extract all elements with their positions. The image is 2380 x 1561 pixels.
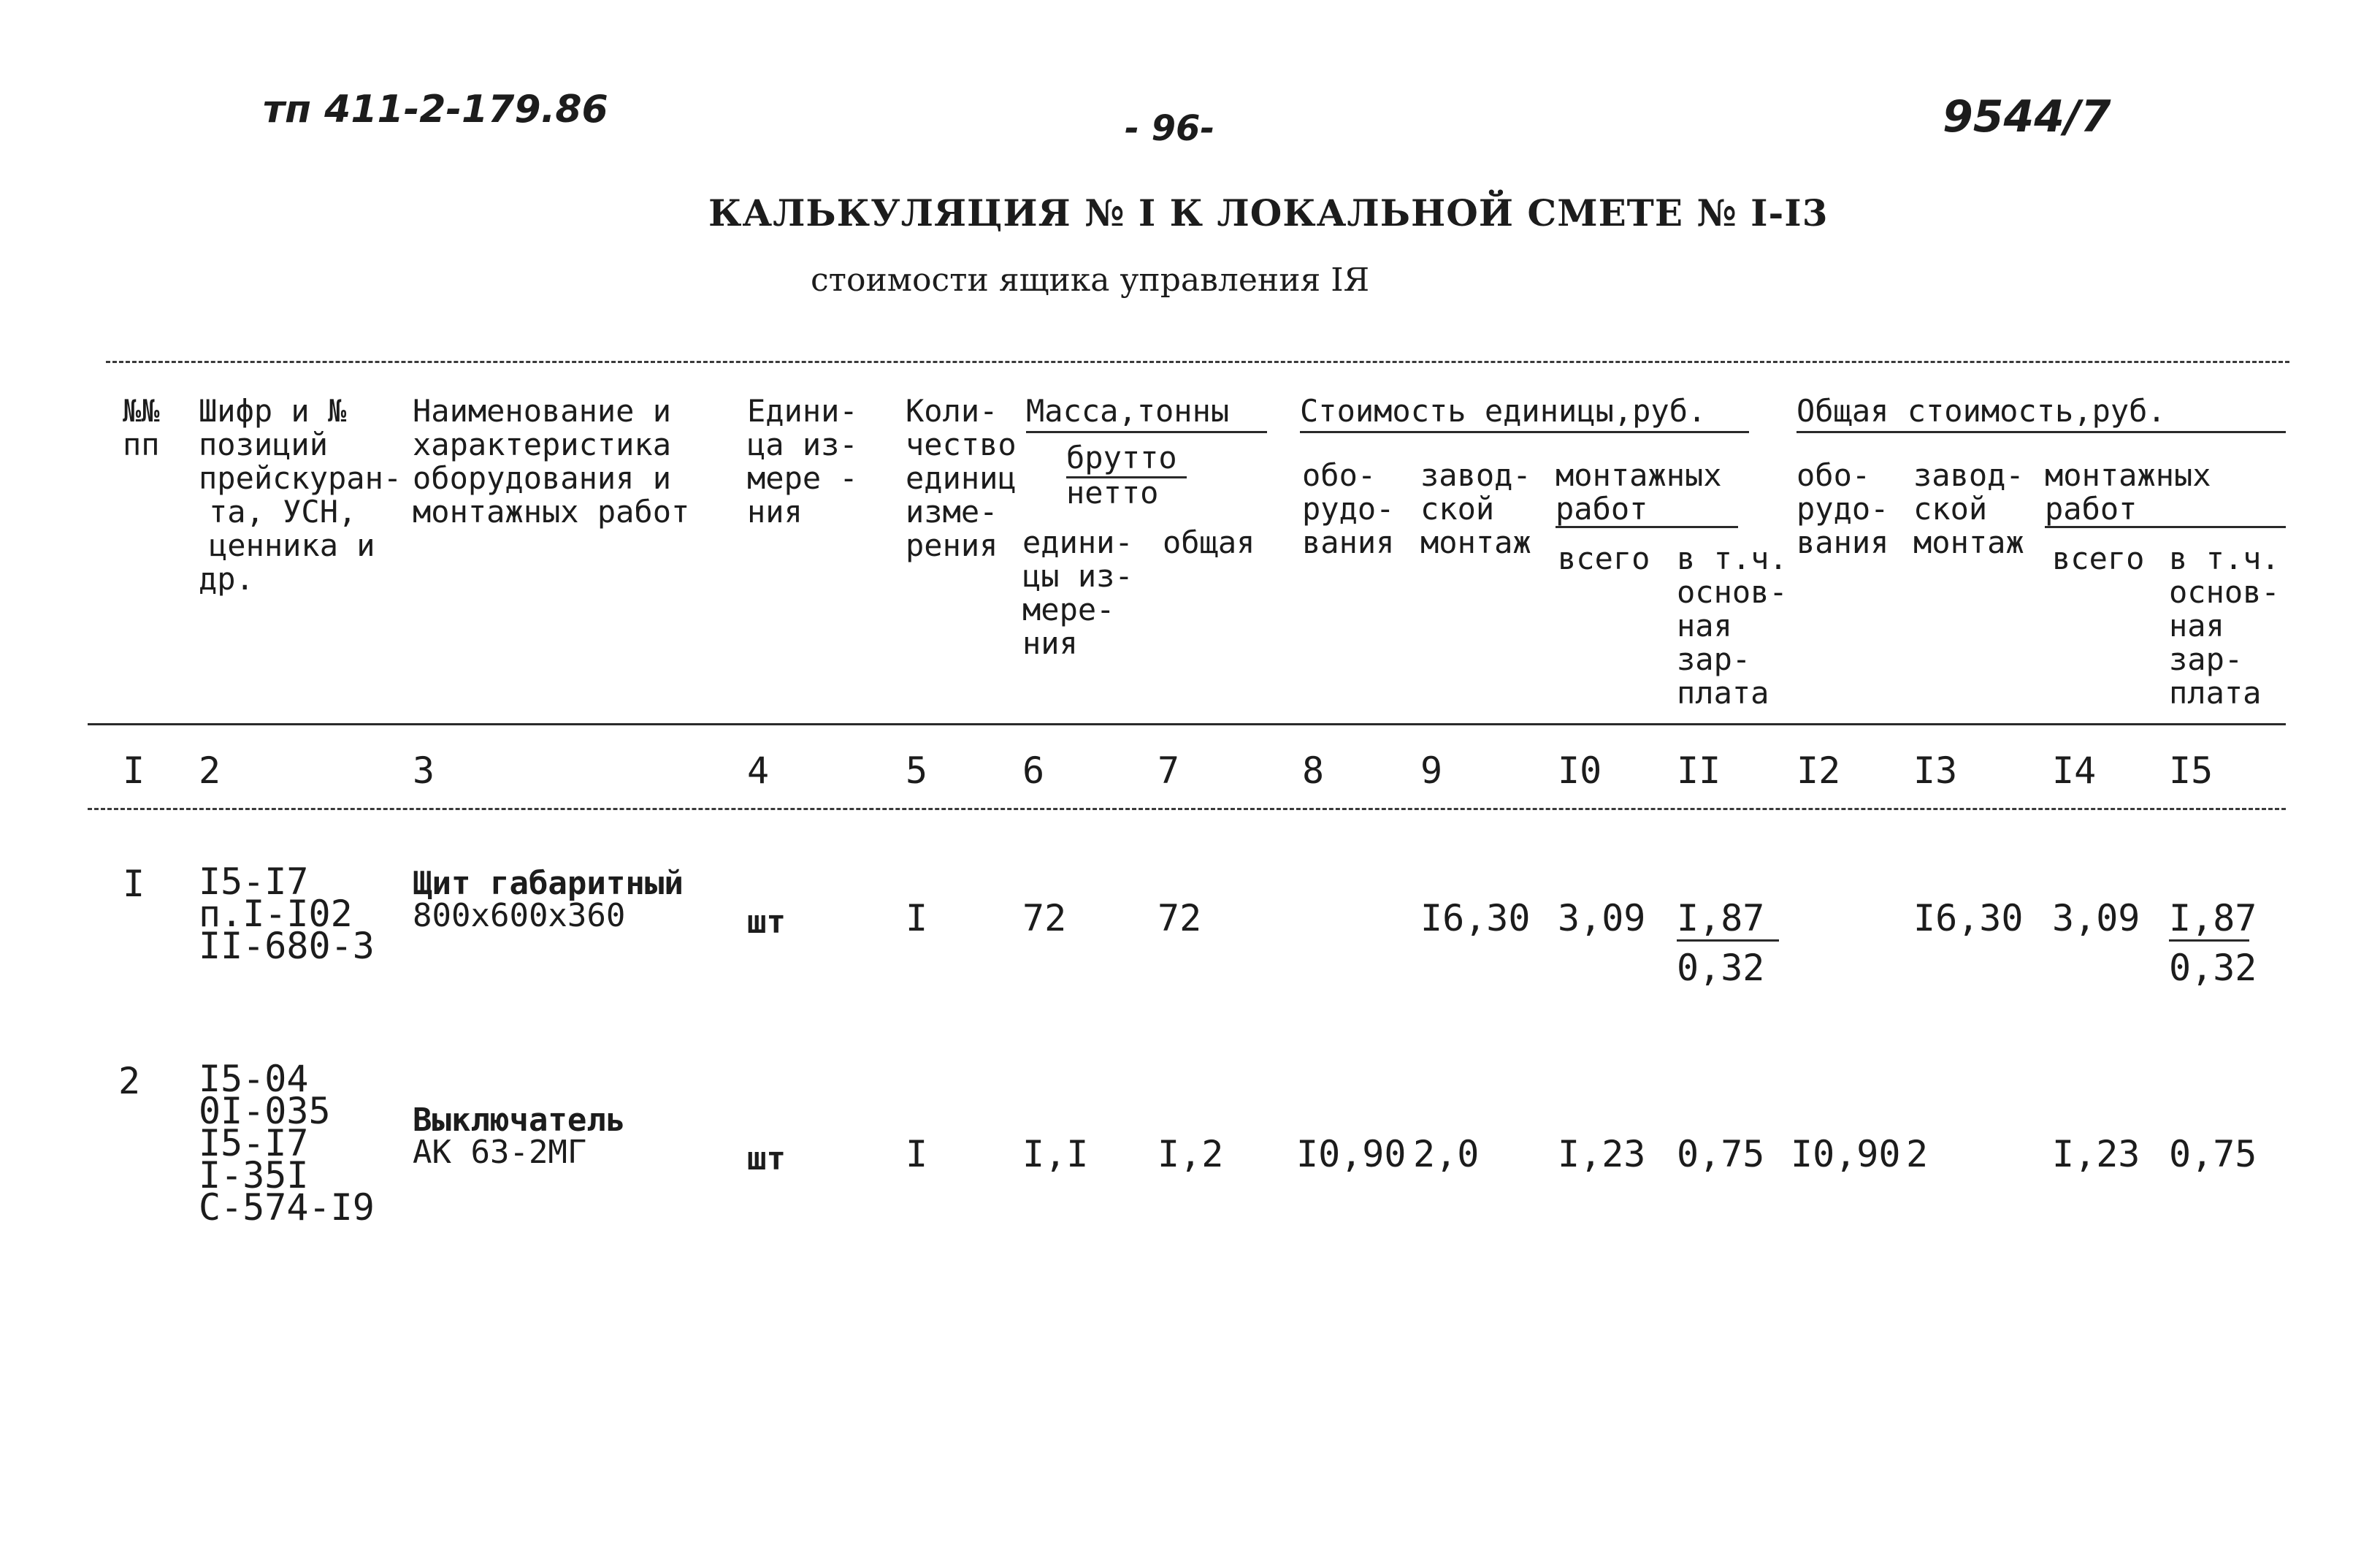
colnum-7: 7 (1158, 749, 1180, 792)
colnum-4: 4 (747, 749, 770, 792)
row2-equip: I0,90 (1296, 1133, 1407, 1175)
row2-unit: шт (747, 1140, 786, 1178)
header-col-15: в т.ч. основ- ная зар- плата (2169, 541, 2280, 711)
row1-install-wage-top: I,87 (1677, 897, 1765, 939)
colnum-14: I4 (2052, 749, 2097, 792)
row2-mass-unit: I,I (1022, 1133, 1089, 1175)
row2-number: 2 (118, 1060, 141, 1102)
row2-total-equip: I0,90 (1791, 1133, 1901, 1175)
colnum-10: I0 (1558, 749, 1602, 792)
header-col-4: Едини- ца из- мере - ния (747, 393, 858, 530)
document-title: КАЛЬКУЛЯЦИЯ № I К ЛОКАЛЬНОЙ СМЕТЕ № I-I3 (708, 191, 1829, 234)
row1-mass-unit: 72 (1022, 897, 1067, 939)
row1-install-wage-bottom: 0,32 (1677, 947, 1765, 989)
row1-wage-fraction-line (1677, 939, 1779, 942)
table-top-rule (106, 361, 2289, 363)
header-mass: Масса,тонны (1026, 393, 1230, 429)
header-bottom-rule (88, 723, 2286, 725)
row2-name: Выключатель АК 63-2МГ (413, 1102, 626, 1171)
mass-underline (1026, 431, 1267, 433)
header-col-7: общая (1163, 524, 1255, 560)
row1-number: I (123, 863, 145, 905)
header-col-1: №№ пп (123, 393, 160, 462)
header-col-6: едини- цы из- мере- ния (1022, 524, 1133, 661)
header-col-3: Наименование и характеристика оборудования и монтажных работ (413, 393, 690, 530)
row1-mass-total: 72 (1158, 897, 1202, 939)
row1-total-wage-fraction-line (2169, 939, 2249, 942)
header-col-2: Шифр и № позиций прейскуран- та, УСН, ценника и др. (199, 393, 402, 597)
row1-install-total: 3,09 (1558, 897, 1646, 939)
header-netto: нетто (1066, 475, 1159, 511)
row1-factory: I6,30 (1420, 897, 1531, 939)
row1-total-wage-bottom: 0,32 (2169, 947, 2257, 989)
colnum-5: 5 (906, 749, 928, 792)
header-col-8: обо- рудо- вания (1302, 457, 1395, 560)
colnum-13: I3 (1913, 749, 1958, 792)
colnum-2: 2 (199, 749, 221, 792)
row2-install-total: I,23 (1558, 1133, 1646, 1175)
header-total-install: монтажных работ (2045, 457, 2211, 527)
header-unit-cost: Стоимость единицы,руб. (1300, 393, 1707, 429)
total-cost-underline (1797, 431, 2286, 433)
colnum-3: 3 (413, 749, 435, 792)
header-col-13: завод- ской монтаж (1913, 457, 2024, 560)
header-col-14: всего (2052, 541, 2145, 576)
colnum-12: I2 (1797, 749, 1841, 792)
row1-total-factory: I6,30 (1913, 897, 2024, 939)
row1-name: Щит габаритный 800х600х360 (413, 865, 684, 934)
colnum-1: I (123, 749, 145, 792)
document-subtitle: стоимости ящика управления IЯ (811, 262, 1370, 299)
header-col-12: обо- рудо- вания (1797, 457, 1889, 560)
header-col-11: в т.ч. основ- ная зар- плата (1677, 541, 1788, 711)
row2-total-factory: 2 (1906, 1133, 1929, 1175)
sheet-number: 9544/7 (1943, 91, 2111, 142)
colnum-9: 9 (1420, 749, 1443, 792)
page-number: - 96- (1125, 108, 1215, 149)
header-brutto: брутто (1066, 440, 1177, 476)
row2-total-wage: 0,75 (2169, 1133, 2257, 1175)
colnum-6: 6 (1022, 749, 1045, 792)
row2-install-wage: 0,75 (1677, 1133, 1765, 1175)
header-col-10: всего (1558, 541, 1650, 576)
row1-unit: шт (747, 904, 786, 941)
row2-qty: I (906, 1133, 928, 1175)
header-unit-install: монтажных работ (1556, 457, 1722, 527)
column-number-rule (88, 808, 2286, 810)
row1-total-install: 3,09 (2052, 897, 2140, 939)
colnum-8: 8 (1302, 749, 1325, 792)
row2-total-install: I,23 (2052, 1133, 2140, 1175)
colnum-15: I5 (2169, 749, 2213, 792)
row1-total-wage-top: I,87 (2169, 897, 2257, 939)
row1-code: I5-I7 п.I-I02 II-680-3 (199, 860, 375, 967)
header-col-5: Коли- чество единиц изме- рения (906, 393, 1017, 563)
row2-mass-total: I,2 (1158, 1133, 1224, 1175)
colnum-11: II (1677, 749, 1721, 792)
row2-code: I5-04 0I-035 I5-I7 I-35I С-574-I9 (199, 1058, 375, 1229)
unit-cost-underline (1300, 431, 1749, 433)
header-col-9: завод- ской монтаж (1420, 457, 1531, 560)
row2-factory: 2,0 (1413, 1133, 1480, 1175)
header-total-cost: Общая стоимость,руб. (1797, 393, 2166, 429)
row1-qty: I (906, 897, 928, 939)
document-code: тп 411-2-179.86 (263, 88, 608, 131)
